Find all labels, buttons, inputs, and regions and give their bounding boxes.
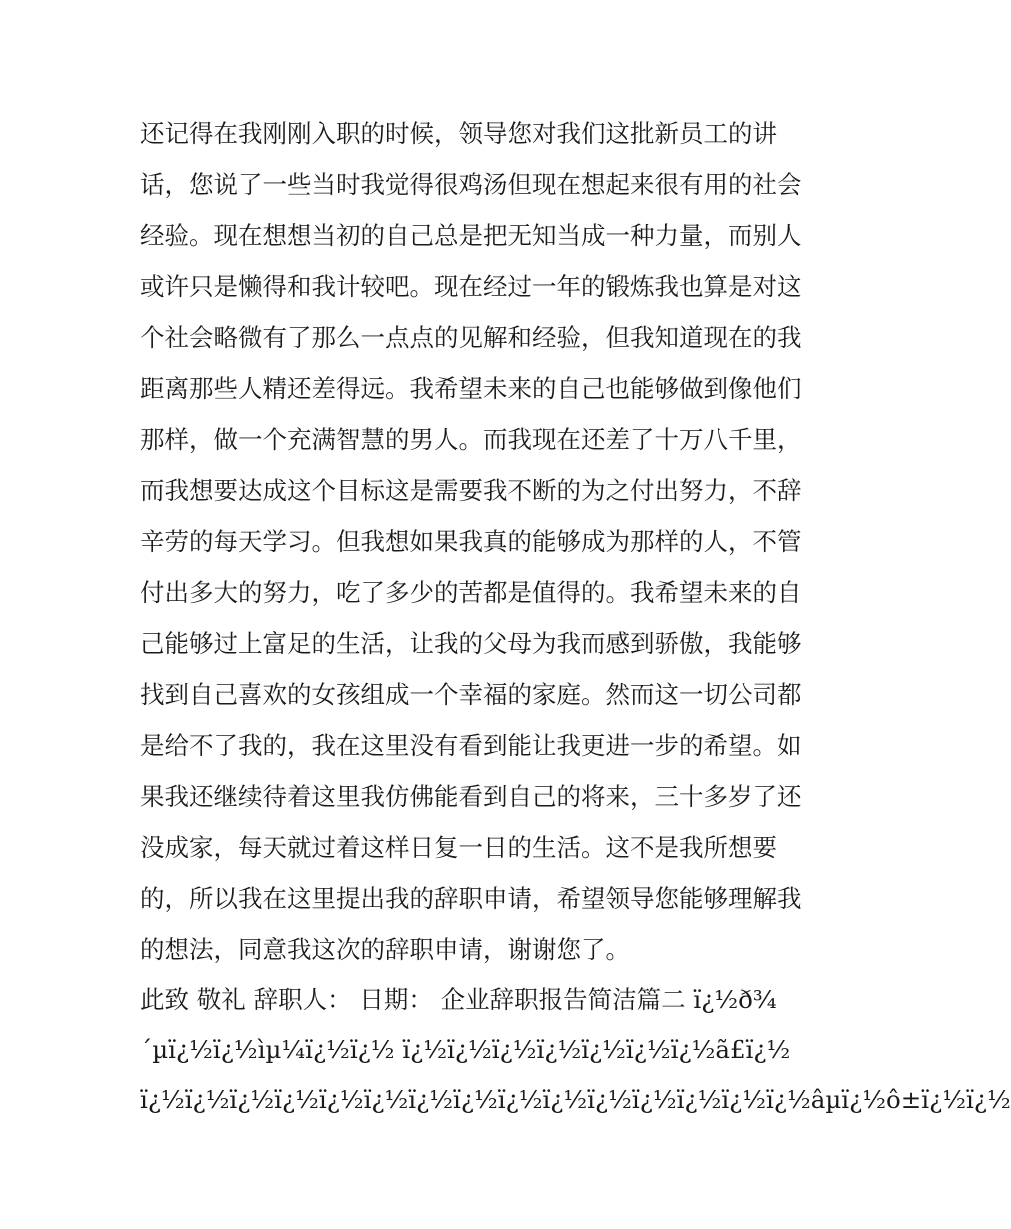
body-line: 没成家，每天就过着这样日复一日的生活。这不是我所想要 [140, 833, 777, 862]
document-body [140, 108, 1011, 1125]
body-line: 果我还继续待着这里我仿佛能看到自己的将来，三十多岁了还 [140, 782, 802, 811]
body-line: 距离那些人精还差得远。我希望未来的自己也能够做到像他们 [140, 374, 802, 403]
body-line: 而我想要达成这个目标这是需要我不断的为之付出努力，不辞 [140, 476, 802, 505]
body-line: 个社会略微有了那么一点点的见解和经验，但我知道现在的我 [140, 323, 802, 352]
body-line: 话，您说了一些当时我觉得很鸡汤但现在想起来很有用的社会 [140, 170, 802, 199]
closing-line: 此致 敬礼 辞职人： 日期： 企业辞职报告简洁篇二 ï¿½ð¾ [140, 985, 777, 1014]
garbled-text-line: ´µï¿½ï¿½ìµ¼ï¿½ï¿½ ï¿½ï¿½ï¿½ï¿½ï¿½ï¿½ï¿½ã£ï¿½ [140, 1035, 791, 1064]
body-line: 的，所以我在这里提出我的辞职申请，希望领导您能够理解我 [140, 884, 802, 913]
body-line: 还记得在我刚刚入职的时候，领导您对我们这批新员工的讲 [140, 119, 777, 148]
body-line: 的想法，同意我这次的辞职申请，谢谢您了。 [140, 935, 630, 964]
body-line: 付出多大的努力，吃了多少的苦都是值得的。我希望未来的自 [140, 578, 802, 607]
body-line: 经验。现在想想当初的自己总是把无知当成一种力量，而别人 [140, 221, 802, 250]
body-line: 那样，做一个充满智慧的男人。而我现在还差了十万八千里， [140, 425, 802, 454]
body-line: 或许只是懒得和我计较吧。现在经过一年的锻炼我也算是对这 [140, 272, 802, 301]
body-line: 己能够过上富足的生活，让我的父母为我而感到骄傲，我能够 [140, 629, 802, 658]
body-line: 找到自己喜欢的女孩组成一个幸福的家庭。然而这一切公司都 [140, 680, 802, 709]
garbled-text-line: ï¿½ï¿½ï¿½ï¿½ï¿½ï¿½ï¿½ï¿½ï¿½ï¿½ï¿½ï¿½ï¿½ï¿½ï¿½âµï¿½ô±ï¿½ï¿½ [140, 1085, 1011, 1114]
body-line: 辛劳的每天学习。但我想如果我真的能够成为那样的人，不管 [140, 527, 802, 556]
body-line: 是给不了我的，我在这里没有看到能让我更进一步的希望。如 [140, 731, 802, 760]
